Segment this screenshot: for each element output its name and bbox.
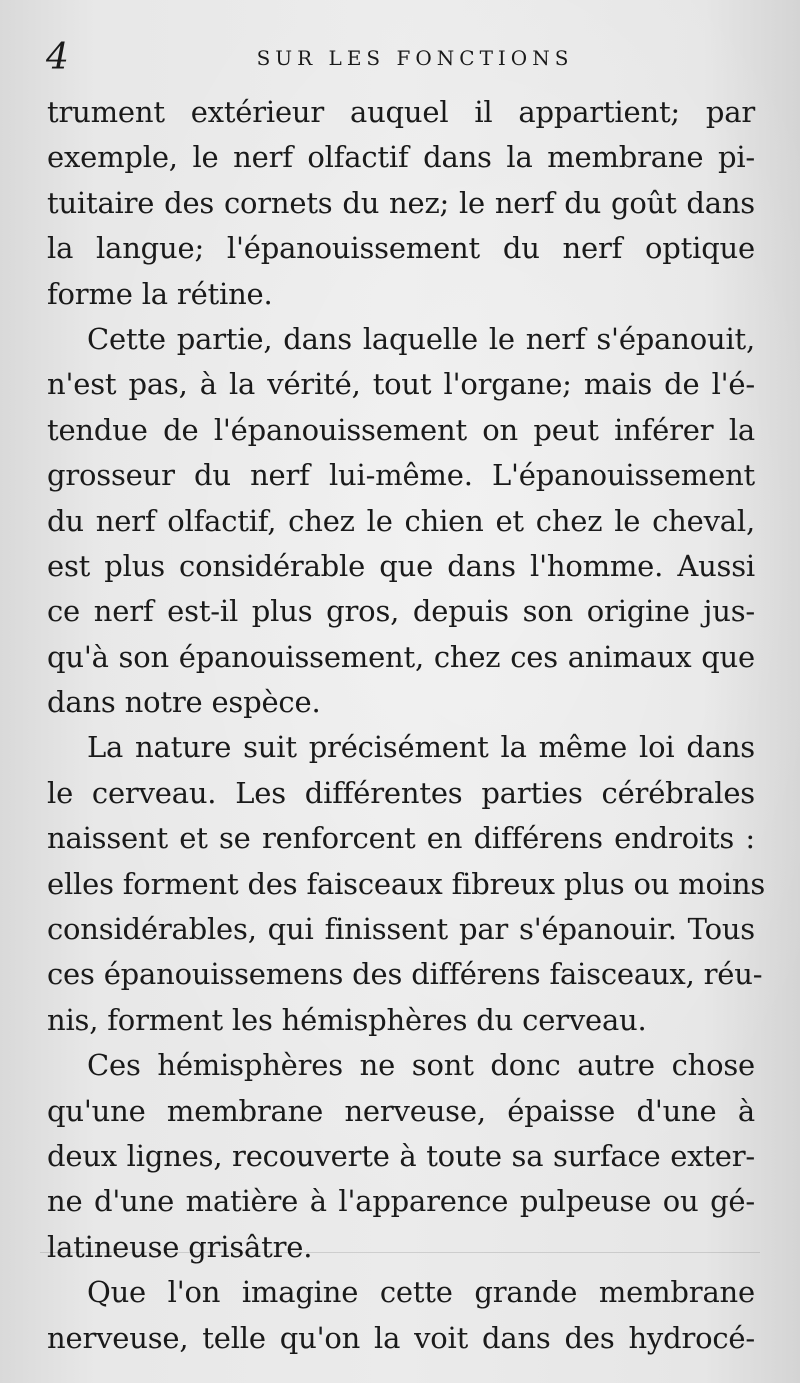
text-line: naissent et se renforcent en différens endroits :: [47, 821, 755, 856]
text-line: tuitaire des cornets du nez; le nerf du goût dans: [47, 185, 755, 220]
page-header: [46, 38, 754, 78]
text-line: Que l'on imagine cette grande membrane: [87, 1275, 755, 1310]
text-line: dans notre espèce.: [47, 685, 321, 720]
text-line: qu'une membrane nerveuse, épaisse d'une à: [47, 1093, 755, 1128]
text-line: du nerf olfactif, chez le chien et chez le cheval,: [47, 503, 755, 538]
text-line: ne d'une matière à l'apparence pulpeuse ou gé-: [47, 1184, 755, 1219]
text-line: qu'à son épanouissement, chez ces animaux que: [47, 639, 755, 674]
text-line: Ces hémisphères ne sont donc autre chose: [87, 1048, 755, 1083]
text-line: la langue; l'épanouissement du nerf optique: [47, 231, 755, 266]
text-line: nis, forment les hémisphères du cerveau.: [47, 1002, 647, 1037]
text-line: forme la rétine.: [47, 276, 273, 311]
text-line: exemple, le nerf olfactif dans la membrane pi-: [47, 140, 755, 175]
page-number: 4: [46, 37, 69, 78]
text-line: ce nerf est-il plus gros, depuis son origine jus-: [47, 594, 755, 629]
text-line: n'est pas, à la vérité, tout l'organe; mais de l'é-: [47, 367, 755, 402]
text-line: elles forment des faisceaux fibreux plus ou moins: [47, 866, 766, 901]
faint-divider: [40, 1252, 760, 1253]
text-line: latineuse grisâtre.: [47, 1229, 313, 1264]
running-head: SUR LES FONCTIONS: [256, 46, 574, 70]
text-line: Cette partie, dans laquelle le nerf s'épanouit,: [87, 321, 755, 356]
text-line: trument extérieur auquel il appartient; par: [47, 95, 755, 129]
text-line: le cerveau. Les différentes parties cérébrales: [47, 775, 755, 810]
body-text: [47, 90, 766, 1361]
text-line: ces épanouissemens des différens faisceaux, réu-: [47, 957, 763, 992]
text-line: nerveuse, telle qu'on la voit dans des hydrocé-: [47, 1320, 755, 1355]
text-line: considérables, qui finissent par s'épanouir. Tous: [47, 912, 755, 947]
text-line: deux lignes, recouverte à toute sa surface exter-: [47, 1138, 755, 1173]
text-line: est plus considérable que dans l'homme. Aussi: [47, 548, 755, 583]
text-line: grosseur du nerf lui-même. L'épanouissement: [47, 458, 755, 493]
text-line: tendue de l'épanouissement on peut inférer la: [47, 412, 755, 447]
text-line: La nature suit précisément la même loi dans: [87, 730, 755, 765]
